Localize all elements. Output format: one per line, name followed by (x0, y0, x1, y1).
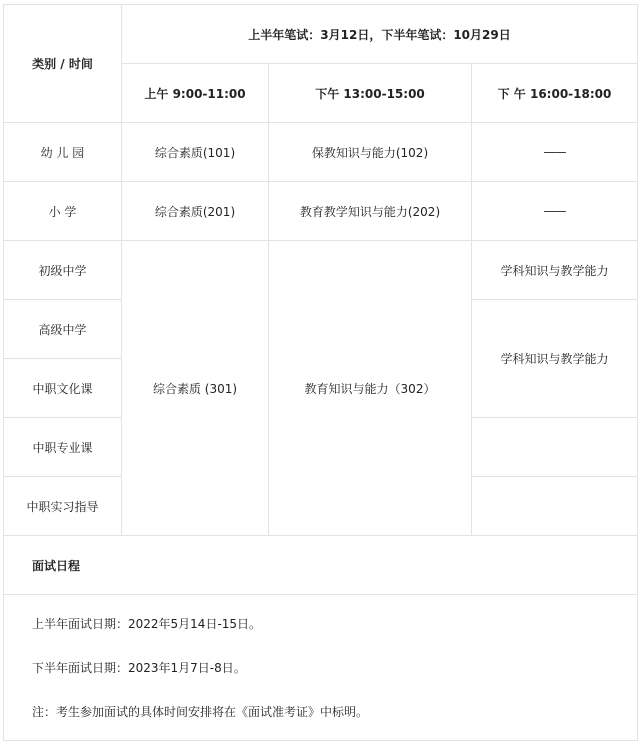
category-cell: 幼 儿 园 (4, 123, 122, 182)
interview-date-second-half: 下半年面试日期：2023年1月7日-8日。 (32, 660, 246, 675)
interview-section-title: 面试日程 (4, 536, 638, 595)
morning-subject-cell: 综合素质(101) (122, 123, 269, 182)
category-cell: 高级中学 (4, 300, 122, 359)
junior-evening-subject-cell: 学科知识与教学能力 (472, 241, 638, 300)
col-header-morning: 上午 9:00-11:00 (122, 64, 269, 123)
afternoon-subject-cell: 教育教学知识与能力(202) (269, 182, 472, 241)
table-row (4, 241, 638, 300)
table-row (4, 182, 638, 241)
table-row (4, 123, 638, 182)
morning-subject-cell: 综合素质(201) (122, 182, 269, 241)
senior-evening-subject-cell: 学科知识与教学能力 (472, 300, 638, 418)
category-cell: 中职专业课 (4, 418, 122, 477)
empty-evening-cell (472, 477, 638, 536)
evening-subject-cell: —— (472, 123, 638, 182)
category-cell: 初级中学 (4, 241, 122, 300)
merged-morning-subject-cell: 综合素质 (301) (122, 241, 269, 536)
category-cell: 中职实习指导 (4, 477, 122, 536)
written-exam-dates: 上半年笔试：3月12日，下半年笔试：10月29日 (122, 5, 638, 64)
interview-note: 注：考生参加面试的具体时间安排将在《面试准考证》中标明。 (32, 704, 369, 719)
merged-afternoon-subject-cell: 教育知识与能力（302） (269, 241, 472, 536)
exam-schedule-table (3, 4, 638, 741)
col-header-afternoon: 下午 13:00-15:00 (269, 64, 472, 123)
interview-date-first-half: 上半年面试日期：2022年5月14日-15日。 (32, 616, 262, 631)
category-cell: 小 学 (4, 182, 122, 241)
empty-evening-cell (472, 418, 638, 477)
interview-notes (4, 595, 638, 741)
col-header-evening: 下 午 16:00-18:00 (472, 64, 638, 123)
category-cell: 中职文化课 (4, 359, 122, 418)
afternoon-subject-cell: 保教知识与能力(102) (269, 123, 472, 182)
corner-header: 类别 / 时间 (4, 5, 122, 123)
evening-subject-cell: —— (472, 182, 638, 241)
